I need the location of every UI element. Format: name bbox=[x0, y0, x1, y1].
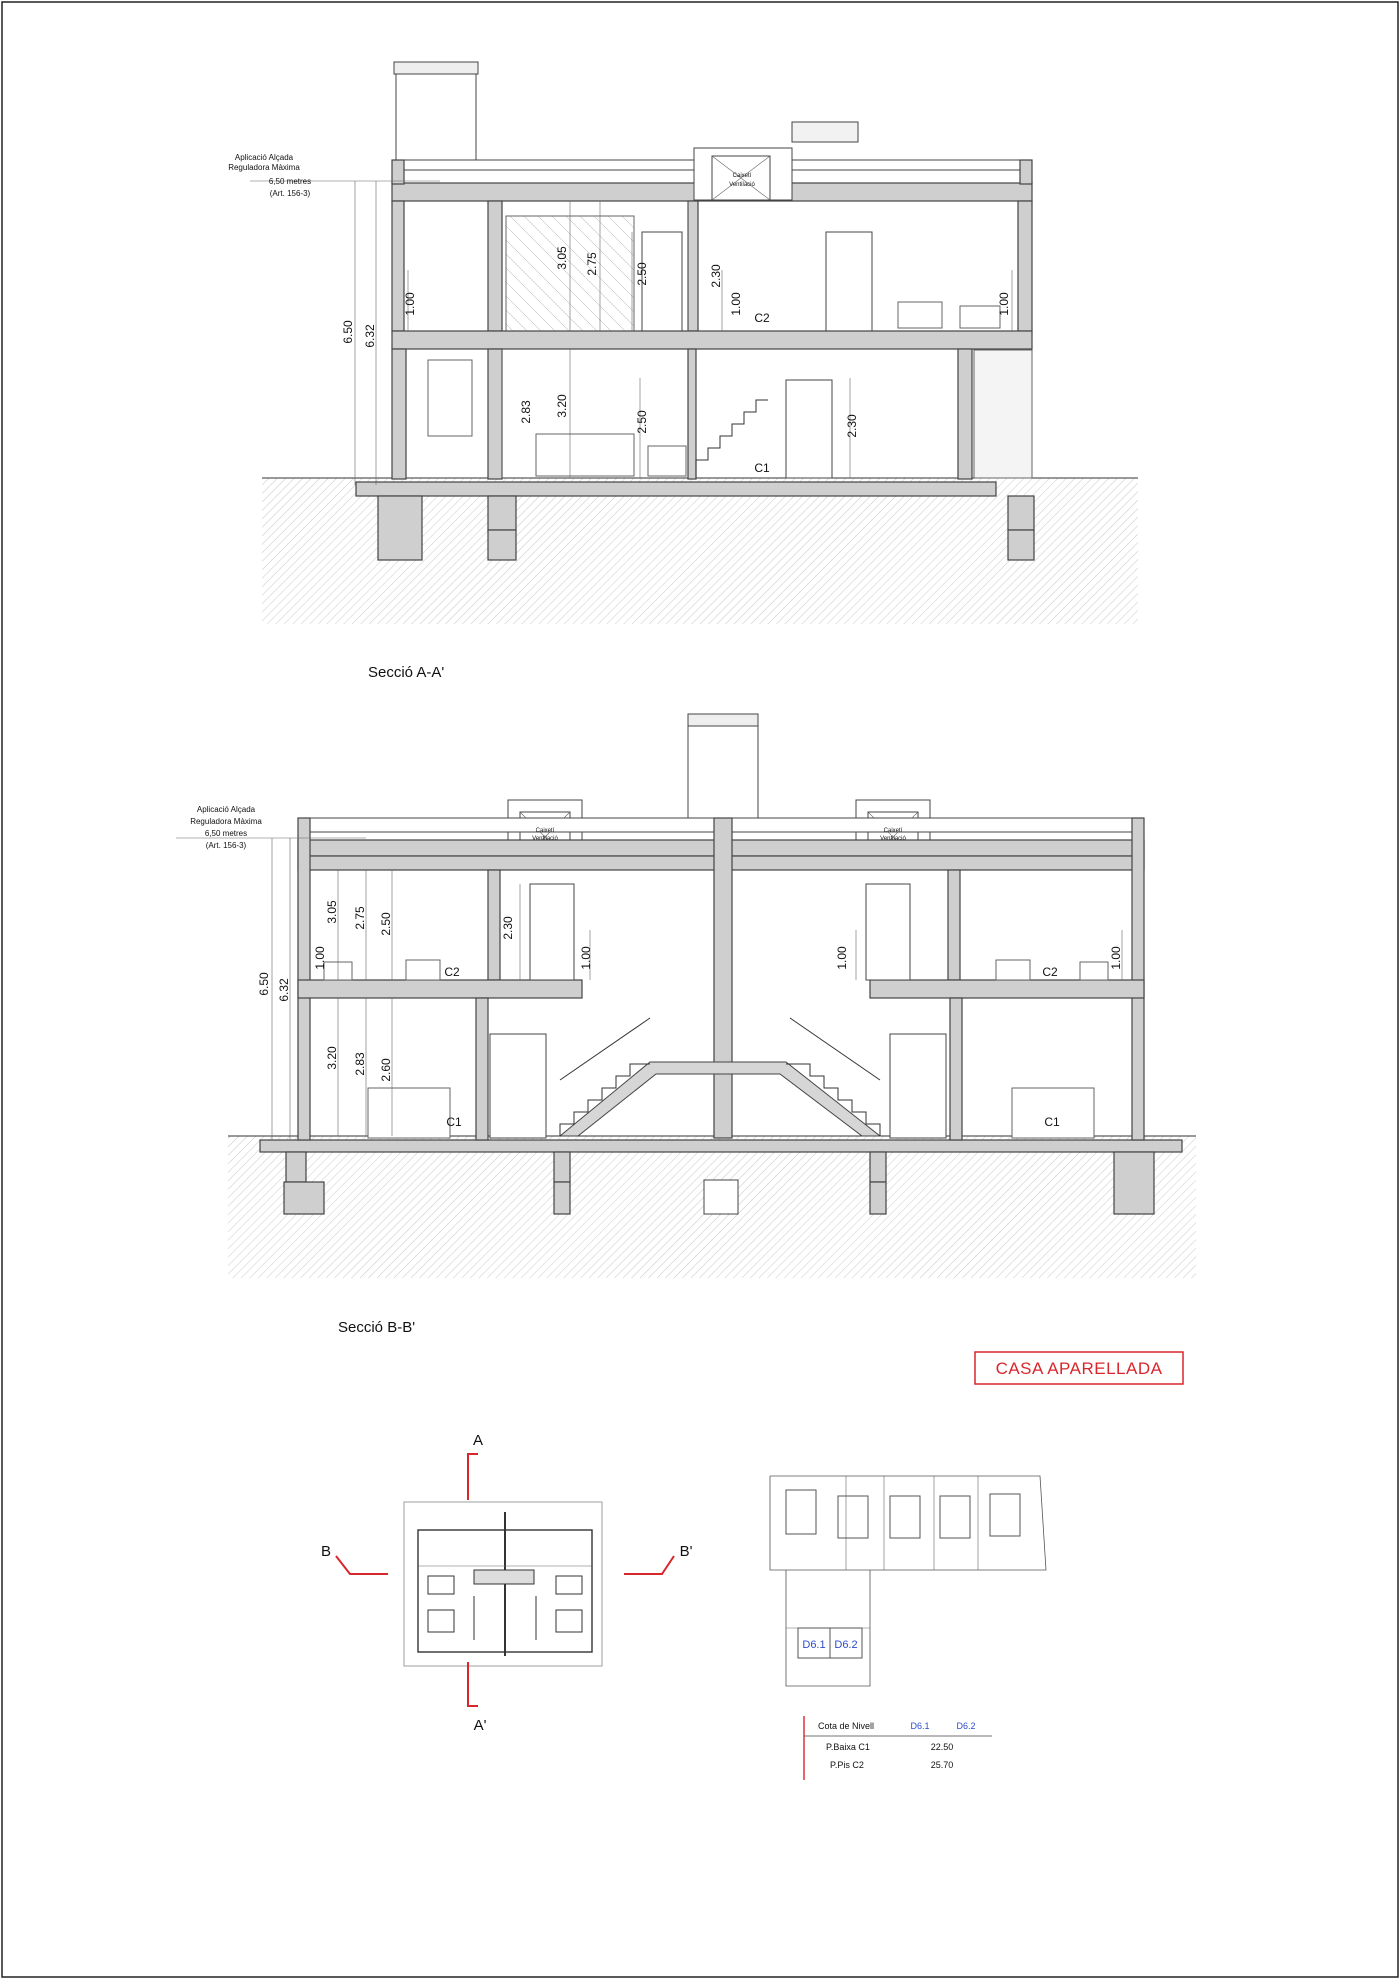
dim-floors: 6.32 bbox=[277, 978, 291, 1002]
dim-upper-5: 2.30 bbox=[709, 264, 723, 288]
levels-table bbox=[804, 1716, 992, 1780]
chimney-label-right-1: Caixetí bbox=[883, 828, 903, 834]
section-b-drawing bbox=[176, 714, 1196, 1278]
dim-upper-3: 2.75 bbox=[585, 252, 599, 276]
dim-lower-left-2: 2.83 bbox=[353, 1052, 367, 1076]
marker-b: B bbox=[320, 1543, 332, 1560]
table-row-value: 22.50 bbox=[930, 1742, 954, 1752]
table-header-d6-1: D6.1 bbox=[910, 1721, 930, 1731]
dim-upper-left-1: 3.05 bbox=[325, 900, 339, 924]
level-lower-left: C1 bbox=[446, 1115, 462, 1129]
level-upper: C2 bbox=[754, 311, 770, 325]
dim-upper-right-1: 1.00 bbox=[835, 946, 849, 970]
section-a-title: Secció A-A' bbox=[368, 664, 445, 681]
height-note-line-3: 6,50 metres bbox=[268, 177, 312, 186]
level-upper-right: C2 bbox=[1042, 965, 1058, 979]
dim-upper-left-4: 1.00 bbox=[313, 946, 327, 970]
level-lower-right: C1 bbox=[1044, 1115, 1060, 1129]
dim-upper-right-2: 1.00 bbox=[1109, 946, 1123, 970]
plot-label-d6-1: D6.1 bbox=[802, 1639, 826, 1651]
sheet-border bbox=[2, 2, 1398, 1977]
section-b-title: Secció B-B' bbox=[338, 1319, 416, 1336]
chimney-label-1: Caixetí bbox=[732, 173, 752, 179]
dim-floors: 6.32 bbox=[363, 324, 377, 348]
dim-lower-3: 2.50 bbox=[635, 410, 649, 434]
chimney-label-2: Ventilació bbox=[729, 182, 755, 188]
dim-total: 6.50 bbox=[341, 320, 355, 344]
chimney-label-left-1: Caixetí bbox=[535, 828, 555, 834]
height-note-line-2: Reguladora Màxima bbox=[228, 163, 300, 172]
table-header-d6-2: D6.2 bbox=[956, 1721, 976, 1731]
height-note-line-4: (Art. 156-3) bbox=[205, 841, 247, 850]
table-header-label: Cota de Nivell bbox=[818, 1721, 875, 1731]
height-note-line-1: Aplicació Alçada bbox=[234, 153, 294, 162]
dim-upper-left-3: 2.50 bbox=[379, 912, 393, 936]
level-lower: C1 bbox=[754, 461, 770, 475]
dim-lower-left-3: 2.60 bbox=[379, 1058, 393, 1082]
height-note-line-1: Aplicació Alçada bbox=[196, 805, 256, 814]
dim-upper-left-5: 2.30 bbox=[501, 916, 515, 940]
chimney-label-left-2: Ventilació bbox=[532, 836, 558, 842]
dim-upper-left-6: 1.00 bbox=[579, 946, 593, 970]
site-plan bbox=[770, 1476, 1046, 1686]
dim-upper-7: 1.00 bbox=[997, 292, 1011, 316]
section-a-drawing bbox=[250, 62, 1138, 624]
section-a-height-note bbox=[228, 153, 311, 198]
dim-lower-left-1: 3.20 bbox=[325, 1046, 339, 1070]
height-note-line-2: Reguladora Màxima bbox=[190, 817, 262, 826]
dim-upper-2: 3.05 bbox=[555, 246, 569, 270]
table-row-label: P.Pis C2 bbox=[830, 1760, 864, 1770]
marker-a-prime: A' bbox=[473, 1717, 487, 1734]
dim-upper-6: 1.00 bbox=[729, 292, 743, 316]
level-upper-left: C2 bbox=[444, 965, 460, 979]
chimney bbox=[688, 726, 758, 826]
dim-lower-1: 2.83 bbox=[519, 400, 533, 424]
height-note-line-3: 6,50 metres bbox=[204, 829, 248, 838]
marker-b-prime: B' bbox=[679, 1543, 693, 1560]
dim-lower-2: 3.20 bbox=[555, 394, 569, 418]
dim-upper-left-2: 2.75 bbox=[353, 906, 367, 930]
section-arrow-a bbox=[468, 1454, 478, 1500]
dim-total: 6.50 bbox=[257, 972, 271, 996]
marker-a: A bbox=[472, 1432, 484, 1449]
stamp-label: CASA APARELLADA bbox=[995, 1359, 1163, 1378]
chimney bbox=[396, 74, 476, 170]
chimney-label-right-2: Ventilació bbox=[880, 836, 906, 842]
dim-upper-4: 2.50 bbox=[635, 262, 649, 286]
plot-label-d6-2: D6.2 bbox=[834, 1639, 858, 1651]
table-row-label: P.Baixa C1 bbox=[826, 1742, 870, 1752]
height-note-line-4: (Art. 156-3) bbox=[269, 189, 311, 198]
dim-upper-1: 1.00 bbox=[403, 292, 417, 316]
section-b-height-note bbox=[190, 805, 262, 850]
section-arrow-a-prime bbox=[468, 1662, 478, 1706]
dim-lower-4: 2.30 bbox=[845, 414, 859, 438]
key-plan bbox=[336, 1454, 674, 1706]
table-row-value: 25.70 bbox=[930, 1760, 954, 1770]
section-arrow-b bbox=[336, 1556, 388, 1574]
section-arrow-b-prime bbox=[624, 1556, 674, 1574]
